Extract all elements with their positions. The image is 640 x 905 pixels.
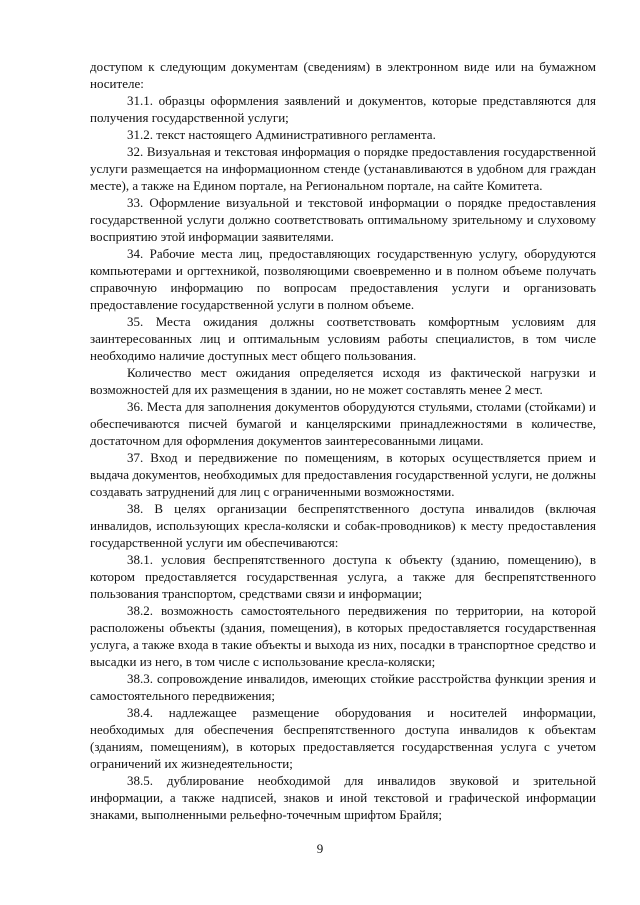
paragraph-37: 37. Вход и передвижение по помещениям, в которых осуществляется прием и выдача документов, необходимых для предоставления государственной услуги, не должны создавать затруднений для лиц с ограниченными возможностями. xyxy=(90,450,596,499)
paragraph-waiting-seats: Количество мест ожидания определяется исходя из фактической нагрузки и возможностей для их размещения в здании, но не может составлять менее 2 мест. xyxy=(90,365,596,397)
paragraph-34: 34. Рабочие места лиц, предоставляющих государственную услугу, оборудуются компьютерами и оргтехникой, позволяющими своевременно и в полном объеме получать справочную информацию по вопросам предоставления услуги и организовать предоставление государственной услуги в полном объеме. xyxy=(90,246,596,312)
paragraph-38-1: 38.1. условия беспрепятственного доступа к объекту (зданию, помещению), в котором предоставляется государственная услуга, а также для беспрепятственного пользования транспортом, средствами связи и информации; xyxy=(90,552,596,601)
paragraph-33: 33. Оформление визуальной и текстовой информации о порядке предоставления государственной услуги должно соответствовать оптимальному зрительному и слуховому восприятию этой информации заявителями. xyxy=(90,195,596,244)
document-body xyxy=(90,58,596,823)
paragraph-31-2: 31.2. текст настоящего Административного регламента. xyxy=(127,127,436,142)
paragraph-36: 36. Места для заполнения документов оборудуются стульями, столами (стойками) и обеспечиваются писчей бумагой и канцелярскими принадлежностями в количестве, достаточном для оформления документов заинтересованными лицами. xyxy=(90,399,596,448)
paragraph-38-5: 38.5. дублирование необходимой для инвалидов звуковой и зрительной информации, а также надписей, знаков и иной текстовой и графической информации знаками, выполненными рельефно-точечным шрифтом Брайля; xyxy=(90,773,596,822)
paragraph-38-3: 38.3. сопровождение инвалидов, имеющих стойкие расстройства функции зрения и самостоятельного передвижения; xyxy=(90,671,596,703)
paragraph-38-2: 38.2. возможность самостоятельного передвижения по территории, на которой расположены объекты (здания, помещения), в которых предоставляется государственная услуга, а также входа в такие объекты и выхода из них, посадки в транспортное средство и высадки из него, в том числе с использование кресла-коляски; xyxy=(90,603,596,669)
paragraph-38-4: 38.4. надлежащее размещение оборудования и носителей информации, необходимых для обеспечения беспрепятственного доступа инвалидов к объектам (зданиям, помещениям), в которых предоставляется государственная услуга с учетом ограничений их жизнедеятельности; xyxy=(90,705,596,771)
paragraph-continuation: доступом к следующим документам (сведениям) в электронном виде или на бумажном носителе: xyxy=(90,59,596,91)
paragraph-35: 35. Места ожидания должны соответствовать комфортным условиям для заинтересованных лиц и оптимальным условиям работы специалистов, в том числе необходимо наличие доступных мест общего пользования. xyxy=(90,314,596,363)
paragraph-31-1: 31.1. образцы оформления заявлений и документов, которые представляются для получения государственной услуги; xyxy=(90,93,596,125)
paragraph-32: 32. Визуальная и текстовая информация о порядке предоставления государственной услуги размещается на информационном стенде (устанавливаются в удобном для граждан месте), а также на Едином портале, на Региональном портале, на сайте Комитета. xyxy=(90,144,596,193)
page-number: 9 xyxy=(316,841,324,856)
paragraph-38: 38. В целях организации беспрепятственного доступа инвалидов (включая инвалидов, использующих кресла-коляски и собак-проводников) к месту предоставления государственной услуги им обеспечиваются: xyxy=(90,501,596,550)
